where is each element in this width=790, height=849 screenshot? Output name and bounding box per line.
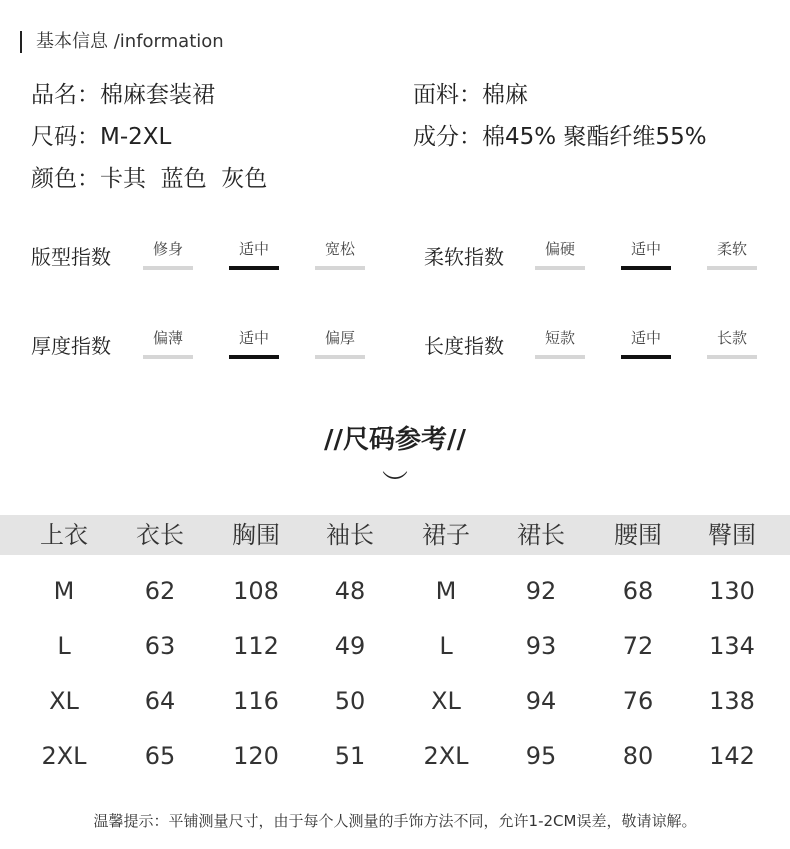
product-composition: 成分：棉45% 聚酯纤维55% — [413, 124, 707, 150]
table-cell: M — [53, 577, 75, 605]
scale-option — [620, 329, 672, 359]
table-cell: 2XL — [41, 742, 87, 770]
scale-indicator — [535, 355, 585, 359]
table-row — [0, 631, 790, 661]
scale-label: 厚度指数 — [31, 334, 111, 358]
scale-option-label: 宽松 — [324, 240, 355, 258]
scale-option-label: 短款 — [544, 329, 575, 347]
table-cell: 142 — [709, 742, 755, 770]
table-cell: 2XL — [423, 742, 469, 770]
table-cell: 49 — [334, 632, 366, 660]
scale-label: 版型指数 — [31, 245, 111, 269]
scale-option — [142, 329, 194, 359]
table-cell: 120 — [233, 742, 279, 770]
table-cell: 134 — [709, 632, 755, 660]
scale-option — [228, 240, 280, 270]
table-cell: 65 — [144, 742, 176, 770]
size-table-header — [0, 515, 790, 555]
product-name: 品名：棉麻套装裙 — [31, 82, 215, 108]
table-cell: 112 — [233, 632, 279, 660]
table-cell: 50 — [334, 687, 366, 715]
title-divider-icon: ︶ — [381, 470, 408, 500]
scale-option-label: 偏硬 — [544, 240, 575, 258]
scale-selected-indicator — [229, 266, 279, 270]
scale-label: 柔软指数 — [424, 245, 504, 269]
section-title-bar — [20, 31, 22, 53]
scale-option — [534, 240, 586, 270]
table-header-cell: 上衣 — [40, 521, 88, 549]
scale-option-label: 柔软 — [716, 240, 747, 258]
scale-option — [620, 240, 672, 270]
scale-option-label: 偏厚 — [324, 329, 355, 347]
table-cell: 48 — [334, 577, 366, 605]
size-chart-title: //尺码参考// — [324, 425, 466, 455]
scale-indicator — [535, 266, 585, 270]
table-cell: 92 — [525, 577, 557, 605]
scale-selected-indicator — [621, 355, 671, 359]
table-cell: L — [57, 632, 71, 660]
table-row — [0, 741, 790, 771]
table-header-cell: 裙子 — [422, 521, 470, 549]
table-cell: 108 — [233, 577, 279, 605]
table-cell: 68 — [622, 577, 654, 605]
table-cell: 94 — [525, 687, 557, 715]
table-row — [0, 576, 790, 606]
table-cell: 64 — [144, 687, 176, 715]
scale-selected-indicator — [621, 266, 671, 270]
scale-option — [314, 329, 366, 359]
scale-option-label: 偏薄 — [152, 329, 183, 347]
table-cell: 95 — [525, 742, 557, 770]
table-row — [0, 686, 790, 716]
scale-option-label: 长款 — [716, 329, 747, 347]
scale-option — [534, 329, 586, 359]
product-fabric: 面料：棉麻 — [413, 82, 528, 108]
scale-option-label: 适中 — [238, 240, 269, 258]
scale-option — [706, 329, 758, 359]
table-cell: L — [439, 632, 453, 660]
scale-option-label: 适中 — [238, 329, 269, 347]
table-cell: 72 — [622, 632, 654, 660]
table-header-cell: 臀围 — [708, 521, 756, 549]
scale-indicator — [707, 355, 757, 359]
table-cell: 93 — [525, 632, 557, 660]
table-cell: 76 — [622, 687, 654, 715]
table-cell: 130 — [709, 577, 755, 605]
table-header-cell: 裙长 — [517, 521, 565, 549]
scale-option — [142, 240, 194, 270]
table-cell: 51 — [334, 742, 366, 770]
table-header-cell: 衣长 — [136, 521, 184, 549]
scale-selected-indicator — [229, 355, 279, 359]
table-cell: 62 — [144, 577, 176, 605]
product-size: 尺码：M-2XL — [31, 124, 172, 150]
scale-option-label: 修身 — [152, 240, 183, 258]
scale-option-label: 适中 — [630, 329, 661, 347]
table-cell: XL — [431, 687, 461, 715]
table-cell: 116 — [233, 687, 279, 715]
product-color: 颜色：卡其 蓝色 灰色 — [31, 166, 268, 192]
scale-option — [228, 329, 280, 359]
scale-option — [314, 240, 366, 270]
scale-indicator — [707, 266, 757, 270]
scale-indicator — [143, 355, 193, 359]
scale-option-label: 适中 — [630, 240, 661, 258]
table-header-cell: 袖长 — [326, 521, 374, 549]
table-cell: 63 — [144, 632, 176, 660]
table-cell: M — [435, 577, 457, 605]
table-cell: 80 — [622, 742, 654, 770]
scale-label: 长度指数 — [424, 334, 504, 358]
table-header-cell: 胸围 — [232, 521, 280, 549]
scale-option — [706, 240, 758, 270]
table-header-cell: 腰围 — [614, 521, 662, 549]
scale-indicator — [143, 266, 193, 270]
table-cell: XL — [49, 687, 79, 715]
section-title: 基本信息 /information — [36, 31, 224, 52]
measurement-note: 温馨提示：平铺测量尺寸，由于每个人测量的手饰方法不同，允许1-2CM误差，敬请谅解。 — [93, 812, 697, 830]
scale-indicator — [315, 266, 365, 270]
table-cell: 138 — [709, 687, 755, 715]
scale-indicator — [315, 355, 365, 359]
